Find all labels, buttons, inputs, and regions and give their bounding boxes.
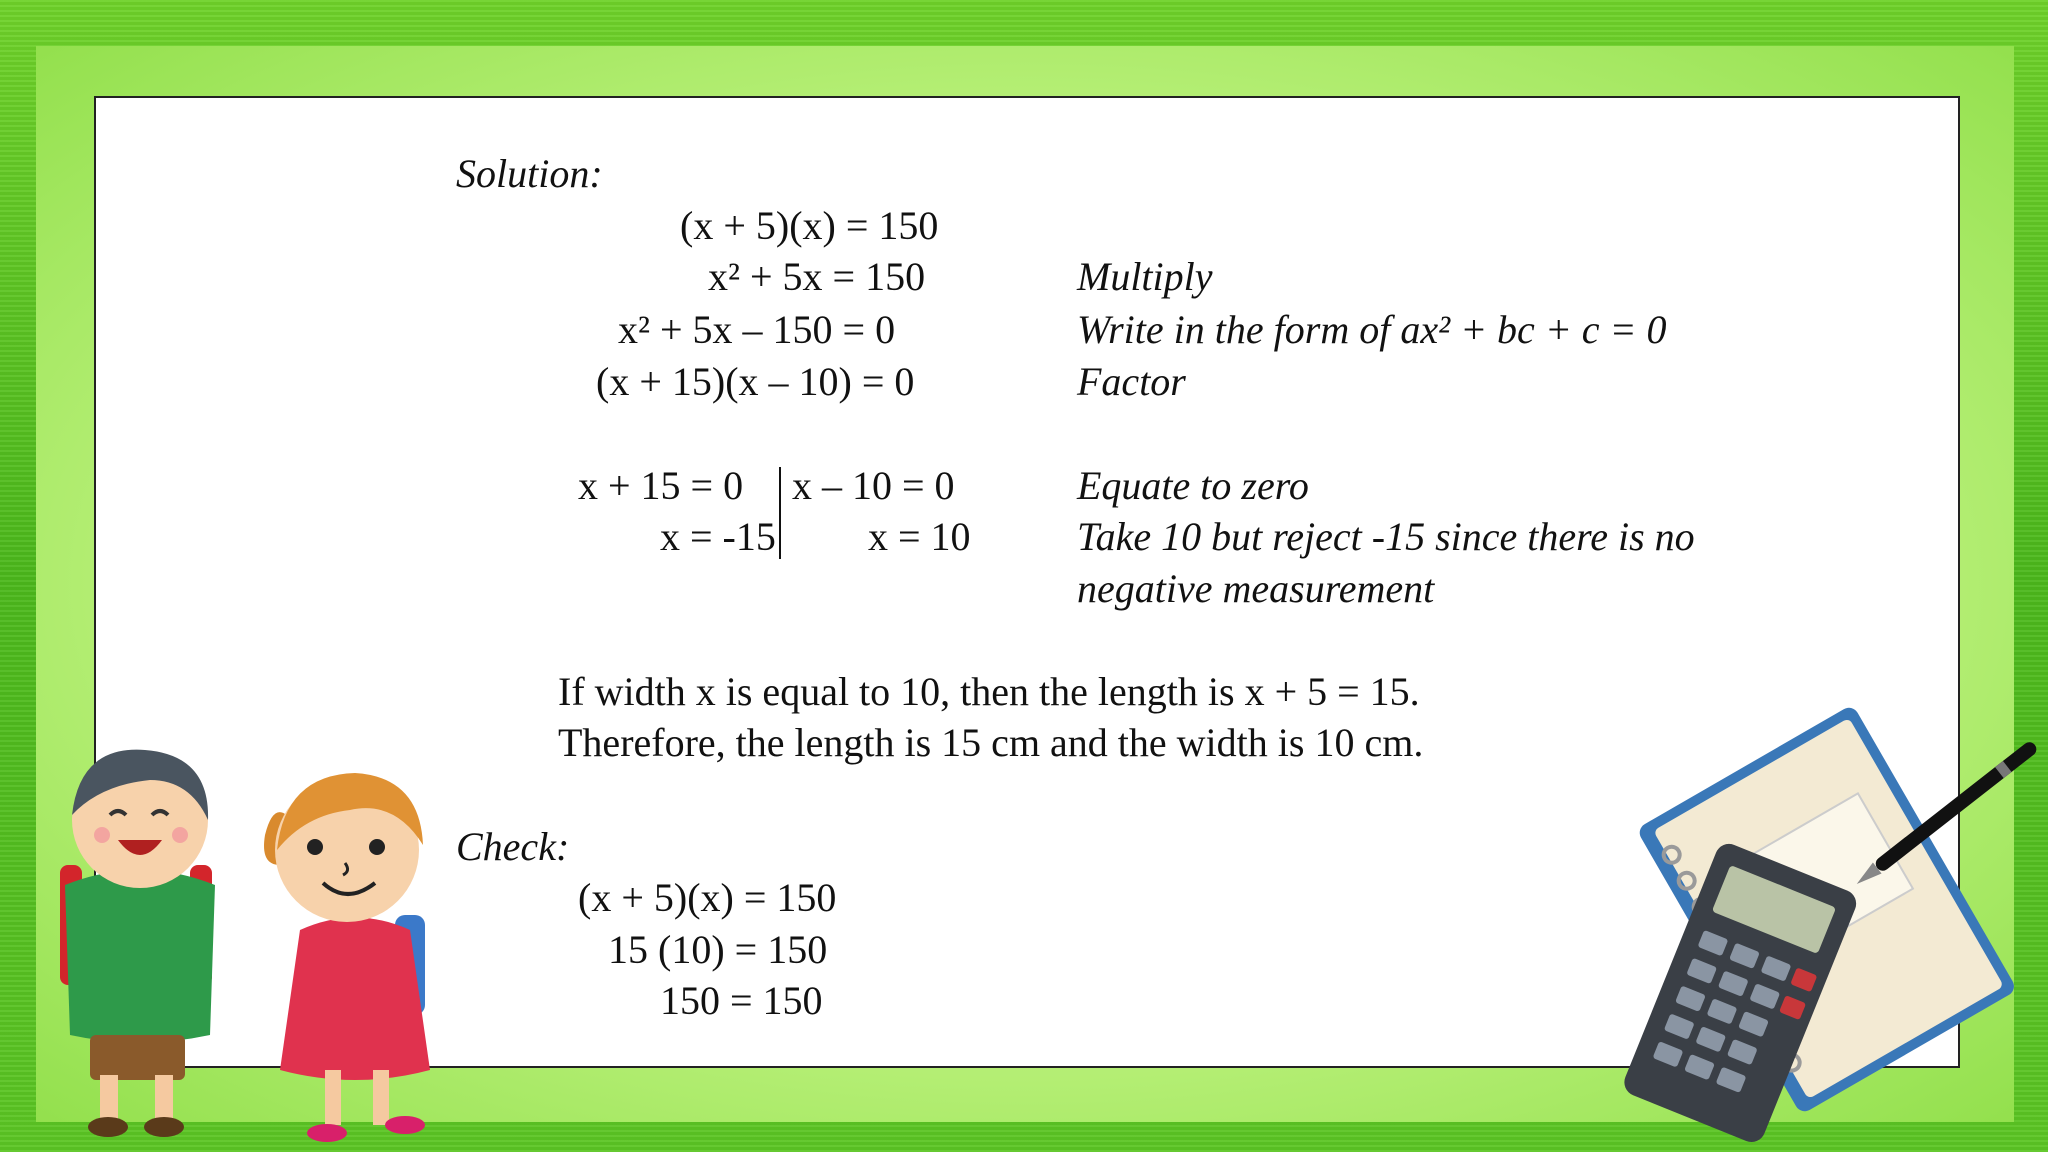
note-reject-line-1: Take 10 but reject -15 since there is no [1077, 514, 1695, 559]
step-equation-2: x² + 5x = 150 [708, 254, 926, 299]
conclusion-line-1: If width x is equal to 10, then the length is x + 5 = 15. [558, 669, 1420, 714]
step-equation-3: x² + 5x – 150 = 0 [618, 307, 896, 352]
solution-label: Solution: [456, 151, 603, 196]
check-line-3: 150 = 150 [660, 978, 823, 1023]
zero-product-divider [779, 467, 781, 559]
zero-left-eq-1: x + 15 = 0 [578, 463, 744, 508]
step-equation-1: (x + 5)(x) = 150 [680, 203, 939, 248]
step-note-multiply: Multiply [1077, 254, 1213, 299]
note-equate-zero: Equate to zero [1077, 463, 1309, 508]
check-line-1: (x + 5)(x) = 150 [578, 875, 837, 920]
zero-right-eq-2: x = 10 [868, 514, 971, 559]
note-reject-line-2: negative measurement [1077, 566, 1435, 611]
step-note-standard-form: Write in the form of ax² + bc + c = 0 [1077, 307, 1667, 352]
step-note-factor: Factor [1077, 359, 1186, 404]
step-equation-4: (x + 15)(x – 10) = 0 [596, 359, 915, 404]
boy-student-icon [40, 735, 240, 1145]
zero-left-eq-2: x = -15 [660, 514, 776, 559]
conclusion-line-2: Therefore, the length is 15 cm and the width is 10 cm. [558, 720, 1424, 765]
girl-student-icon [255, 755, 470, 1150]
check-label: Check: [456, 824, 570, 869]
check-line-2: 15 (10) = 150 [608, 927, 828, 972]
zero-right-eq-1: x – 10 = 0 [792, 463, 955, 508]
notebook-pen-calculator-icon [1620, 705, 2045, 1150]
